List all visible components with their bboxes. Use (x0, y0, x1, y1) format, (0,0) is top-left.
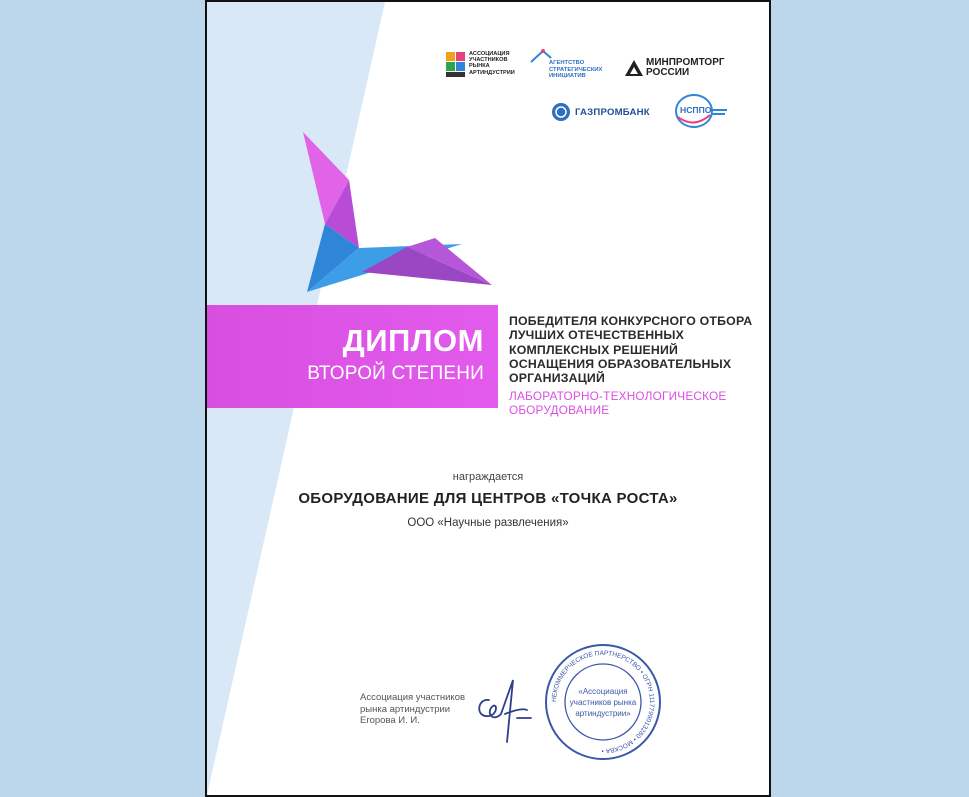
association-logo-text: РЫНКА (469, 63, 490, 70)
association-logo (446, 50, 516, 82)
winner-line: ОРГАНИЗАЦИЙ (509, 371, 606, 386)
title-band (207, 305, 498, 408)
stamp-inner-text: участников рынка (569, 698, 637, 707)
company-name: ООО «Научные развлечения» (407, 517, 569, 529)
winner-line: ПОБЕДИТЕЛЯ КОНКУРСНОГО ОТБОРА (509, 314, 753, 328)
minpromtorg-logo-text: МИНПРОМТОРГ (646, 57, 725, 68)
gazprombank-logo-text: ГАЗПРОМБАНК (575, 107, 650, 118)
asi-logo-text: ИНИЦИАТИВ (549, 73, 586, 80)
diploma-title: ДИПЛОМ (342, 323, 484, 358)
winner-line: ОСНАЩЕНИЯ ОБРАЗОВАТЕЛЬНЫХ (509, 356, 732, 371)
stamp-inner-text: артиндустрии» (575, 709, 631, 718)
signatory-line: Егорова И. И. (360, 715, 420, 726)
category-line: ОБОРУДОВАНИЕ (509, 403, 610, 418)
association-mark-icon (446, 52, 466, 78)
minpromtorg-mark-icon (625, 60, 643, 76)
nsppo-logo (674, 93, 728, 129)
association-logo-text: АССОЦИАЦИЯ (469, 51, 510, 57)
gazprombank-mark-icon (551, 102, 571, 122)
signatory-line: Ассоциация участников (360, 692, 466, 703)
asi-logo-text: СТРАТЕГИЧЕСКИХ (549, 66, 603, 73)
association-logo-text: УЧАСТНИКОВ (469, 57, 508, 64)
gazprombank-logo (551, 101, 651, 123)
winner-line: ЛУЧШИХ ОТЕЧЕСТВЕННЫХ (509, 328, 685, 343)
association-logo-text: АРТИНДУСТРИИ (469, 69, 515, 76)
minpromtorg-logo-text: РОССИИ (646, 67, 690, 78)
product-name: ОБОРУДОВАНИЕ ДЛЯ ЦЕНТРОВ «ТОЧКА РОСТА» (298, 490, 678, 507)
handwritten-signature (467, 670, 537, 750)
minpromtorg-logo (625, 57, 735, 81)
category-line: ЛАБОРАТОРНО-ТЕХНОЛОГИЧЕСКОЕ (509, 389, 727, 403)
signatory (360, 692, 480, 727)
asi-logo (529, 48, 605, 84)
organization-stamp (543, 642, 663, 762)
diploma-page (205, 0, 771, 797)
winner-line: КОМПЛЕКСНЫХ РЕШЕНИЙ (509, 342, 679, 357)
awarded-label: награждается (452, 471, 524, 483)
diploma-degree: ВТОРОЙ СТЕПЕНИ (307, 363, 484, 384)
winner-description (509, 314, 759, 385)
nsppo-logo-text: НСППО (680, 105, 712, 115)
asi-logo-text: АГЕНТСТВО (549, 60, 585, 66)
signatory-line: рынка артиндустрии (360, 703, 451, 715)
stamp-inner-text: «Ассоциация (578, 687, 628, 696)
stamp-outer-text: НЕКОММЕРЧЕСКОЕ ПАРТНЕРСТВО • ОГРН 1117799013280 • МОСКВА • (550, 649, 656, 755)
category (509, 389, 759, 418)
